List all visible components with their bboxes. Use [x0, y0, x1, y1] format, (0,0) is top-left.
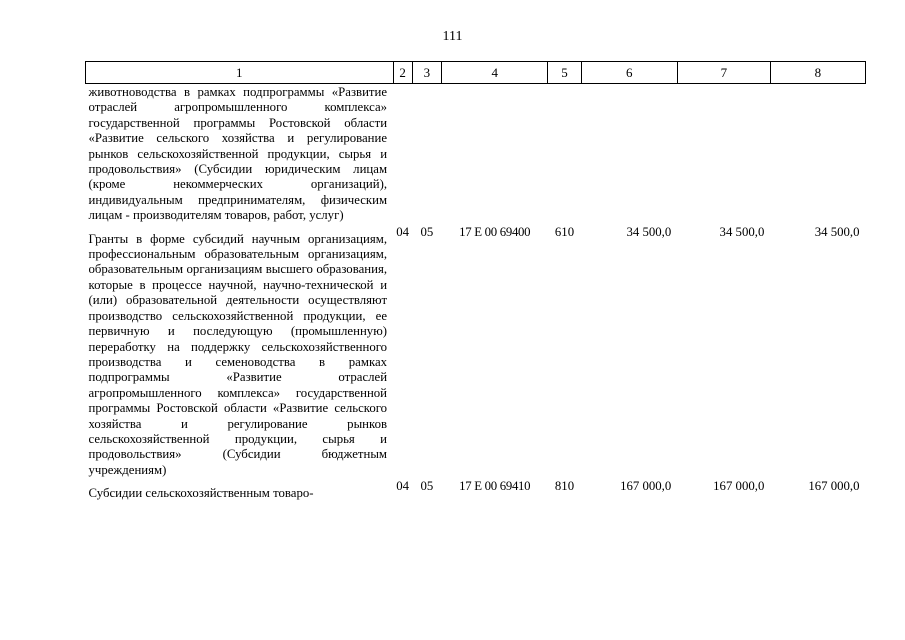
row-section — [393, 84, 412, 224]
row-subsection — [412, 84, 441, 224]
header-row — [86, 62, 866, 84]
row-target-code: 17 Е 00 69410 — [459, 479, 531, 494]
row-amount-2 — [677, 84, 770, 224]
row-expense-type: 610 — [554, 224, 575, 239]
row-description: Гранты в форме субсидий научным организациям, профессиональным образовательным организациям, образовательным организациям высшего образования, которые в процессе научной, научно-технической и (или) образовательной деятельности осуществляют производство сельскохозяйственной продукции, ее первичную и последующую (промышленную) переработку на поддержку сельскохозяйственного производства и семеноводства в рамках подпрограммы «Развитие отраслей агропромышленного комплекса» государственной программы Ростовской области «Развитие сельского хозяйства и регулирование рынков сельскохозяйственной продукции, сырья и продовольствия» (Субсидии бюджетным учреждениям) — [88, 231, 388, 477]
header-col-4: 4 — [442, 62, 548, 84]
row-description: животноводства в рамках подпрограммы «Развитие отраслей агропромышленного комплекса» государственной программы Ростовской области «Развитие сельского хозяйства и регулирование рынков сельскохозяйственной продукции, сырья и продовольствия» (Субсидии юридическим лицам (кроме некоммерческих организаций), индивидуальным предпринимателям, физическим лицам - производителям товаров, работ, услуг) — [88, 85, 388, 223]
budget-table — [85, 61, 866, 502]
header-col-3: 3 — [412, 62, 441, 84]
header-col-6: 6 — [581, 62, 677, 84]
row-target-code: 17 Е 00 69400 — [459, 224, 531, 239]
table-row — [86, 84, 866, 224]
row-amount-1: 34 500,0 — [626, 224, 672, 239]
row-amount-2: 167 000,0 — [713, 479, 765, 494]
header-col-7: 7 — [677, 62, 770, 84]
row-description: Субсидии сельскохозяйственным товаро- — [88, 486, 314, 501]
row-subsection: 05 — [420, 479, 434, 494]
header-col-8: 8 — [770, 62, 865, 84]
table-row — [86, 478, 866, 501]
row-section: 04 — [396, 224, 410, 239]
table-row — [86, 224, 866, 479]
row-amount-3: 34 500,0 — [814, 224, 860, 239]
header-col-2: 2 — [393, 62, 412, 84]
row-expense-type: 810 — [554, 479, 575, 494]
row-amount-1: 167 000,0 — [620, 479, 672, 494]
row-amount-2: 34 500,0 — [719, 224, 765, 239]
row-amount-1 — [581, 84, 677, 224]
row-section: 04 — [396, 479, 410, 494]
row-expense-type — [548, 84, 581, 224]
table-header — [86, 62, 866, 84]
header-col-1: 1 — [86, 62, 394, 84]
row-amount-3 — [770, 84, 865, 224]
row-target-code — [442, 84, 548, 224]
header-col-5: 5 — [548, 62, 581, 84]
row-amount-3: 167 000,0 — [808, 479, 860, 494]
page-number: 111 — [442, 29, 463, 44]
row-subsection: 05 — [420, 224, 434, 239]
